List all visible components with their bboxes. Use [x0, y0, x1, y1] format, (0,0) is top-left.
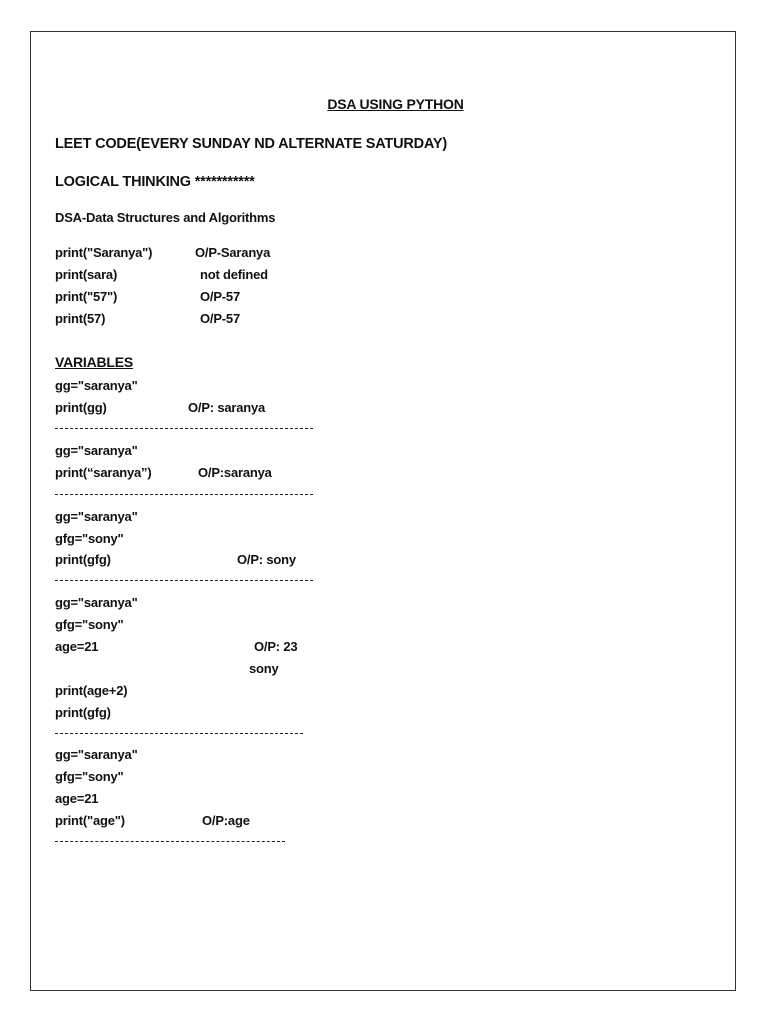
dsa-definition: DSA-Data Structures and Algorithms — [55, 210, 276, 225]
code-line: gfg="sony" — [55, 531, 124, 546]
code-line: print(gfg) — [55, 552, 111, 567]
print-example-output: O/P-57 — [200, 311, 240, 326]
dashed-divider — [55, 841, 285, 842]
code-line: age=21 — [55, 791, 99, 806]
code-line: print("age") — [55, 813, 125, 828]
code-line: print(gg) — [55, 400, 107, 415]
code-line: gg="saranya" — [55, 509, 138, 524]
print-example-code: print("57") — [55, 289, 118, 304]
code-line: gg="saranya" — [55, 443, 138, 458]
code-output: sony — [249, 661, 279, 676]
code-line: age=21 — [55, 639, 99, 654]
code-line: gg="saranya" — [55, 595, 138, 610]
code-line: print(“saranya”) — [55, 465, 152, 480]
logical-thinking-heading: LOGICAL THINKING *********** — [55, 174, 255, 190]
variables-heading: VARIABLES — [55, 354, 134, 370]
code-line: print(gfg) — [55, 705, 111, 720]
code-output: O/P: 23 — [254, 639, 298, 654]
dashed-divider — [55, 733, 303, 734]
code-line: gg="saranya" — [55, 747, 138, 762]
dashed-divider — [55, 494, 313, 495]
print-example-output: not defined — [200, 267, 268, 282]
code-line: print(age+2) — [55, 683, 128, 698]
leetcode-heading: LEET CODE(EVERY SUNDAY ND ALTERNATE SATURDAY) — [55, 136, 447, 152]
code-line: gfg="sony" — [55, 769, 124, 784]
dashed-divider — [55, 428, 313, 429]
code-output: O/P:age — [202, 813, 250, 828]
page-title: DSA USING PYTHON — [327, 96, 464, 112]
print-example-code: print("Saranya") — [55, 245, 153, 260]
print-example-output: O/P-Saranya — [195, 245, 271, 260]
print-example-code: print(57) — [55, 311, 106, 326]
code-output: O/P: sony — [237, 552, 296, 567]
code-line: gg="saranya" — [55, 378, 138, 393]
code-line: gfg="sony" — [55, 617, 124, 632]
code-output: O/P: saranya — [188, 400, 266, 415]
dashed-divider — [55, 580, 313, 581]
print-example-code: print(sara) — [55, 267, 118, 282]
document-page — [30, 31, 736, 991]
code-output: O/P:saranya — [198, 465, 272, 480]
print-example-output: O/P-57 — [200, 289, 240, 304]
